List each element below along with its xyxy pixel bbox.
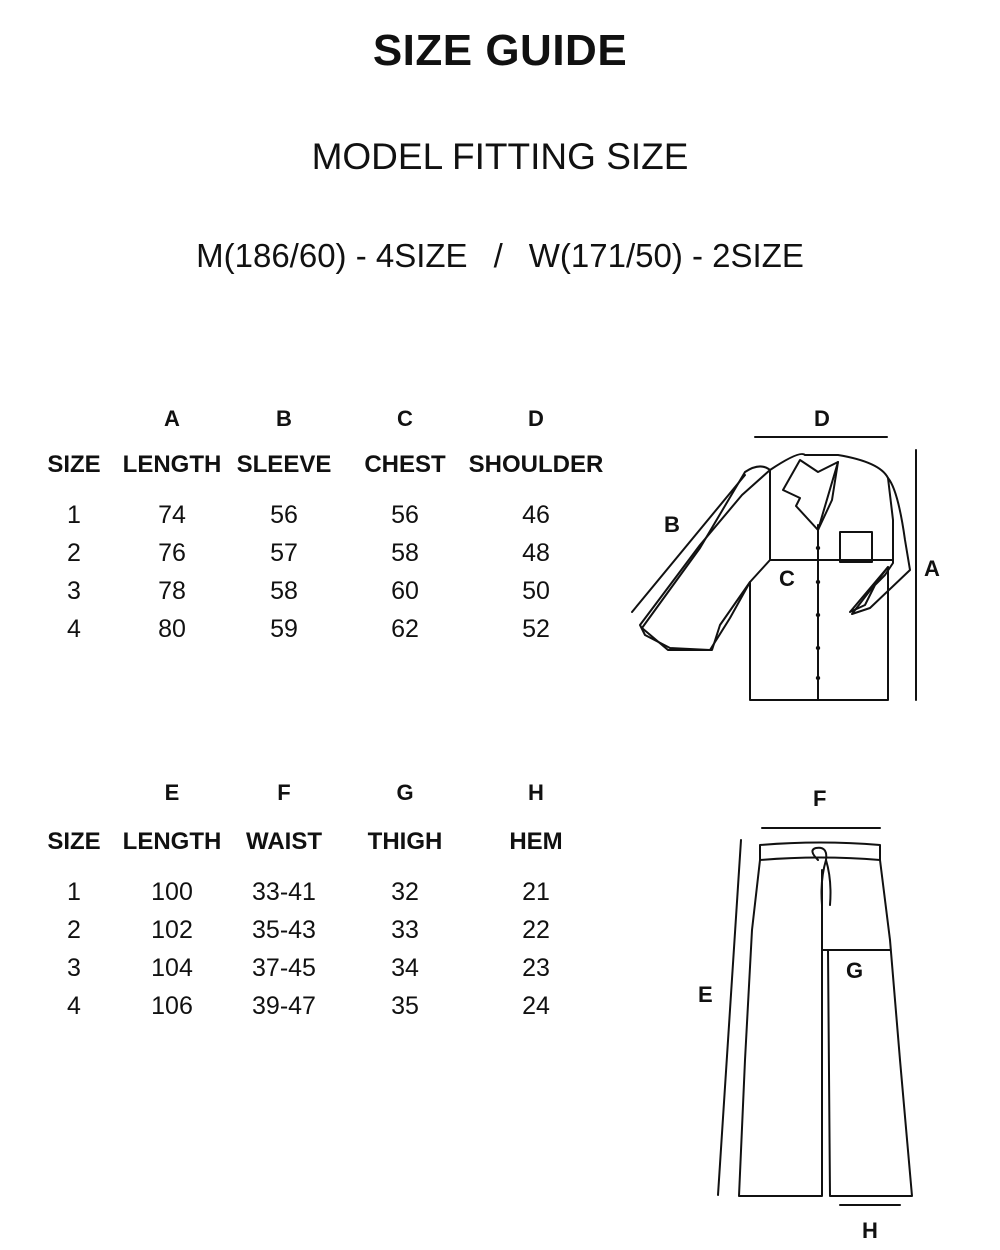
bottom-letter-f: F	[277, 780, 291, 805]
top-header-size: SIZE	[47, 451, 101, 478]
bottom-cell: 4	[67, 992, 81, 1020]
shirt-label-b: B	[664, 512, 680, 537]
bottom-letter-e: E	[164, 780, 180, 805]
pants-waistband	[760, 843, 880, 861]
bottom-cell: 102	[151, 916, 193, 944]
bottom-letter-h: H	[528, 780, 544, 805]
top-cell: 60	[391, 577, 419, 605]
bottom-cell: 106	[151, 992, 193, 1020]
bottom-cell: 21	[522, 878, 550, 906]
top-cell: 2	[67, 539, 81, 567]
top-cell: 48	[522, 539, 550, 567]
top-letter-a: A	[164, 406, 180, 431]
shirt-collar	[783, 460, 838, 530]
top-letter-c: C	[397, 406, 413, 431]
pants-outline	[739, 860, 912, 1196]
shirt-right-sleeve	[852, 478, 910, 614]
top-cell: 56	[391, 501, 419, 529]
top-cell: 78	[158, 577, 186, 605]
top-header-shoulder: SHOULDER	[468, 451, 604, 478]
shirt-label-c: C	[779, 566, 795, 591]
bottom-header-length: LENGTH	[122, 828, 222, 855]
bottom-header-thigh: THIGH	[367, 828, 443, 855]
top-cell: 59	[270, 615, 298, 643]
model-men-size: M(186/60) - 4SIZE	[196, 237, 468, 274]
bottom-cell: 39-47	[252, 992, 316, 1020]
page-title: SIZE GUIDE	[372, 26, 628, 75]
shirt-button	[816, 676, 820, 680]
top-header-sleeve: SLEEVE	[236, 451, 332, 478]
sleeve-measure-line	[632, 475, 745, 612]
pants-label-f: F	[813, 786, 827, 811]
bottom-cell: 23	[522, 954, 550, 982]
bottom-cell: 104	[151, 954, 193, 982]
top-cell: 80	[158, 615, 186, 643]
bottom-cell: 37-45	[252, 954, 316, 982]
top-cell: 50	[522, 577, 550, 605]
top-cell: 58	[391, 539, 419, 567]
model-women-size: W(171/50) - 2SIZE	[528, 237, 804, 274]
top-cell: 58	[270, 577, 298, 605]
bottom-cell: 35-43	[252, 916, 316, 944]
bottom-letter-g: G	[396, 780, 414, 805]
bottom-cell: 32	[391, 878, 419, 906]
bottom-header-size: SIZE	[47, 828, 101, 855]
top-cell: 62	[391, 615, 419, 643]
top-cell: 74	[158, 501, 186, 529]
model-separator: /	[493, 237, 503, 274]
shirt-button	[816, 646, 820, 650]
pants-label-g: G	[846, 958, 864, 983]
pants-length-measure-line	[718, 840, 741, 1195]
bottom-header-hem: HEM	[509, 828, 563, 855]
bottom-cell: 33	[391, 916, 419, 944]
bottom-header-waist: WAIST	[246, 828, 322, 855]
top-header-chest: CHEST	[364, 451, 446, 478]
bottom-cell: 1	[67, 878, 81, 906]
top-cell: 1	[67, 501, 81, 529]
shirt-button	[816, 546, 820, 550]
shirt-label-a: A	[924, 556, 940, 581]
top-cell: 57	[270, 539, 298, 567]
top-cell: 3	[67, 577, 81, 605]
top-header-length: LENGTH	[122, 451, 222, 478]
bottom-cell: 33-41	[252, 878, 316, 906]
top-cell: 52	[522, 615, 550, 643]
bottom-cell: 3	[67, 954, 81, 982]
bottom-cell: 22	[522, 916, 550, 944]
shirt-label-d: D	[814, 406, 830, 431]
pants-label-h: H	[862, 1218, 878, 1243]
top-cell: 46	[522, 501, 550, 529]
bottom-cell: 34	[391, 954, 419, 982]
shirt-pocket	[840, 532, 872, 562]
shirt-button	[816, 613, 820, 617]
bottom-cell: 24	[522, 992, 550, 1020]
top-letter-b: B	[276, 406, 292, 431]
bottom-cell: 35	[391, 992, 419, 1020]
top-cell: 56	[270, 501, 298, 529]
top-cell: 4	[67, 615, 81, 643]
bottom-cell: 2	[67, 916, 81, 944]
page-subtitle: MODEL FITTING SIZE	[311, 136, 689, 177]
pants-label-e: E	[698, 982, 713, 1007]
top-cell: 76	[158, 539, 186, 567]
bottom-cell: 100	[151, 878, 193, 906]
shirt-button	[816, 580, 820, 584]
top-letter-d: D	[528, 406, 544, 431]
